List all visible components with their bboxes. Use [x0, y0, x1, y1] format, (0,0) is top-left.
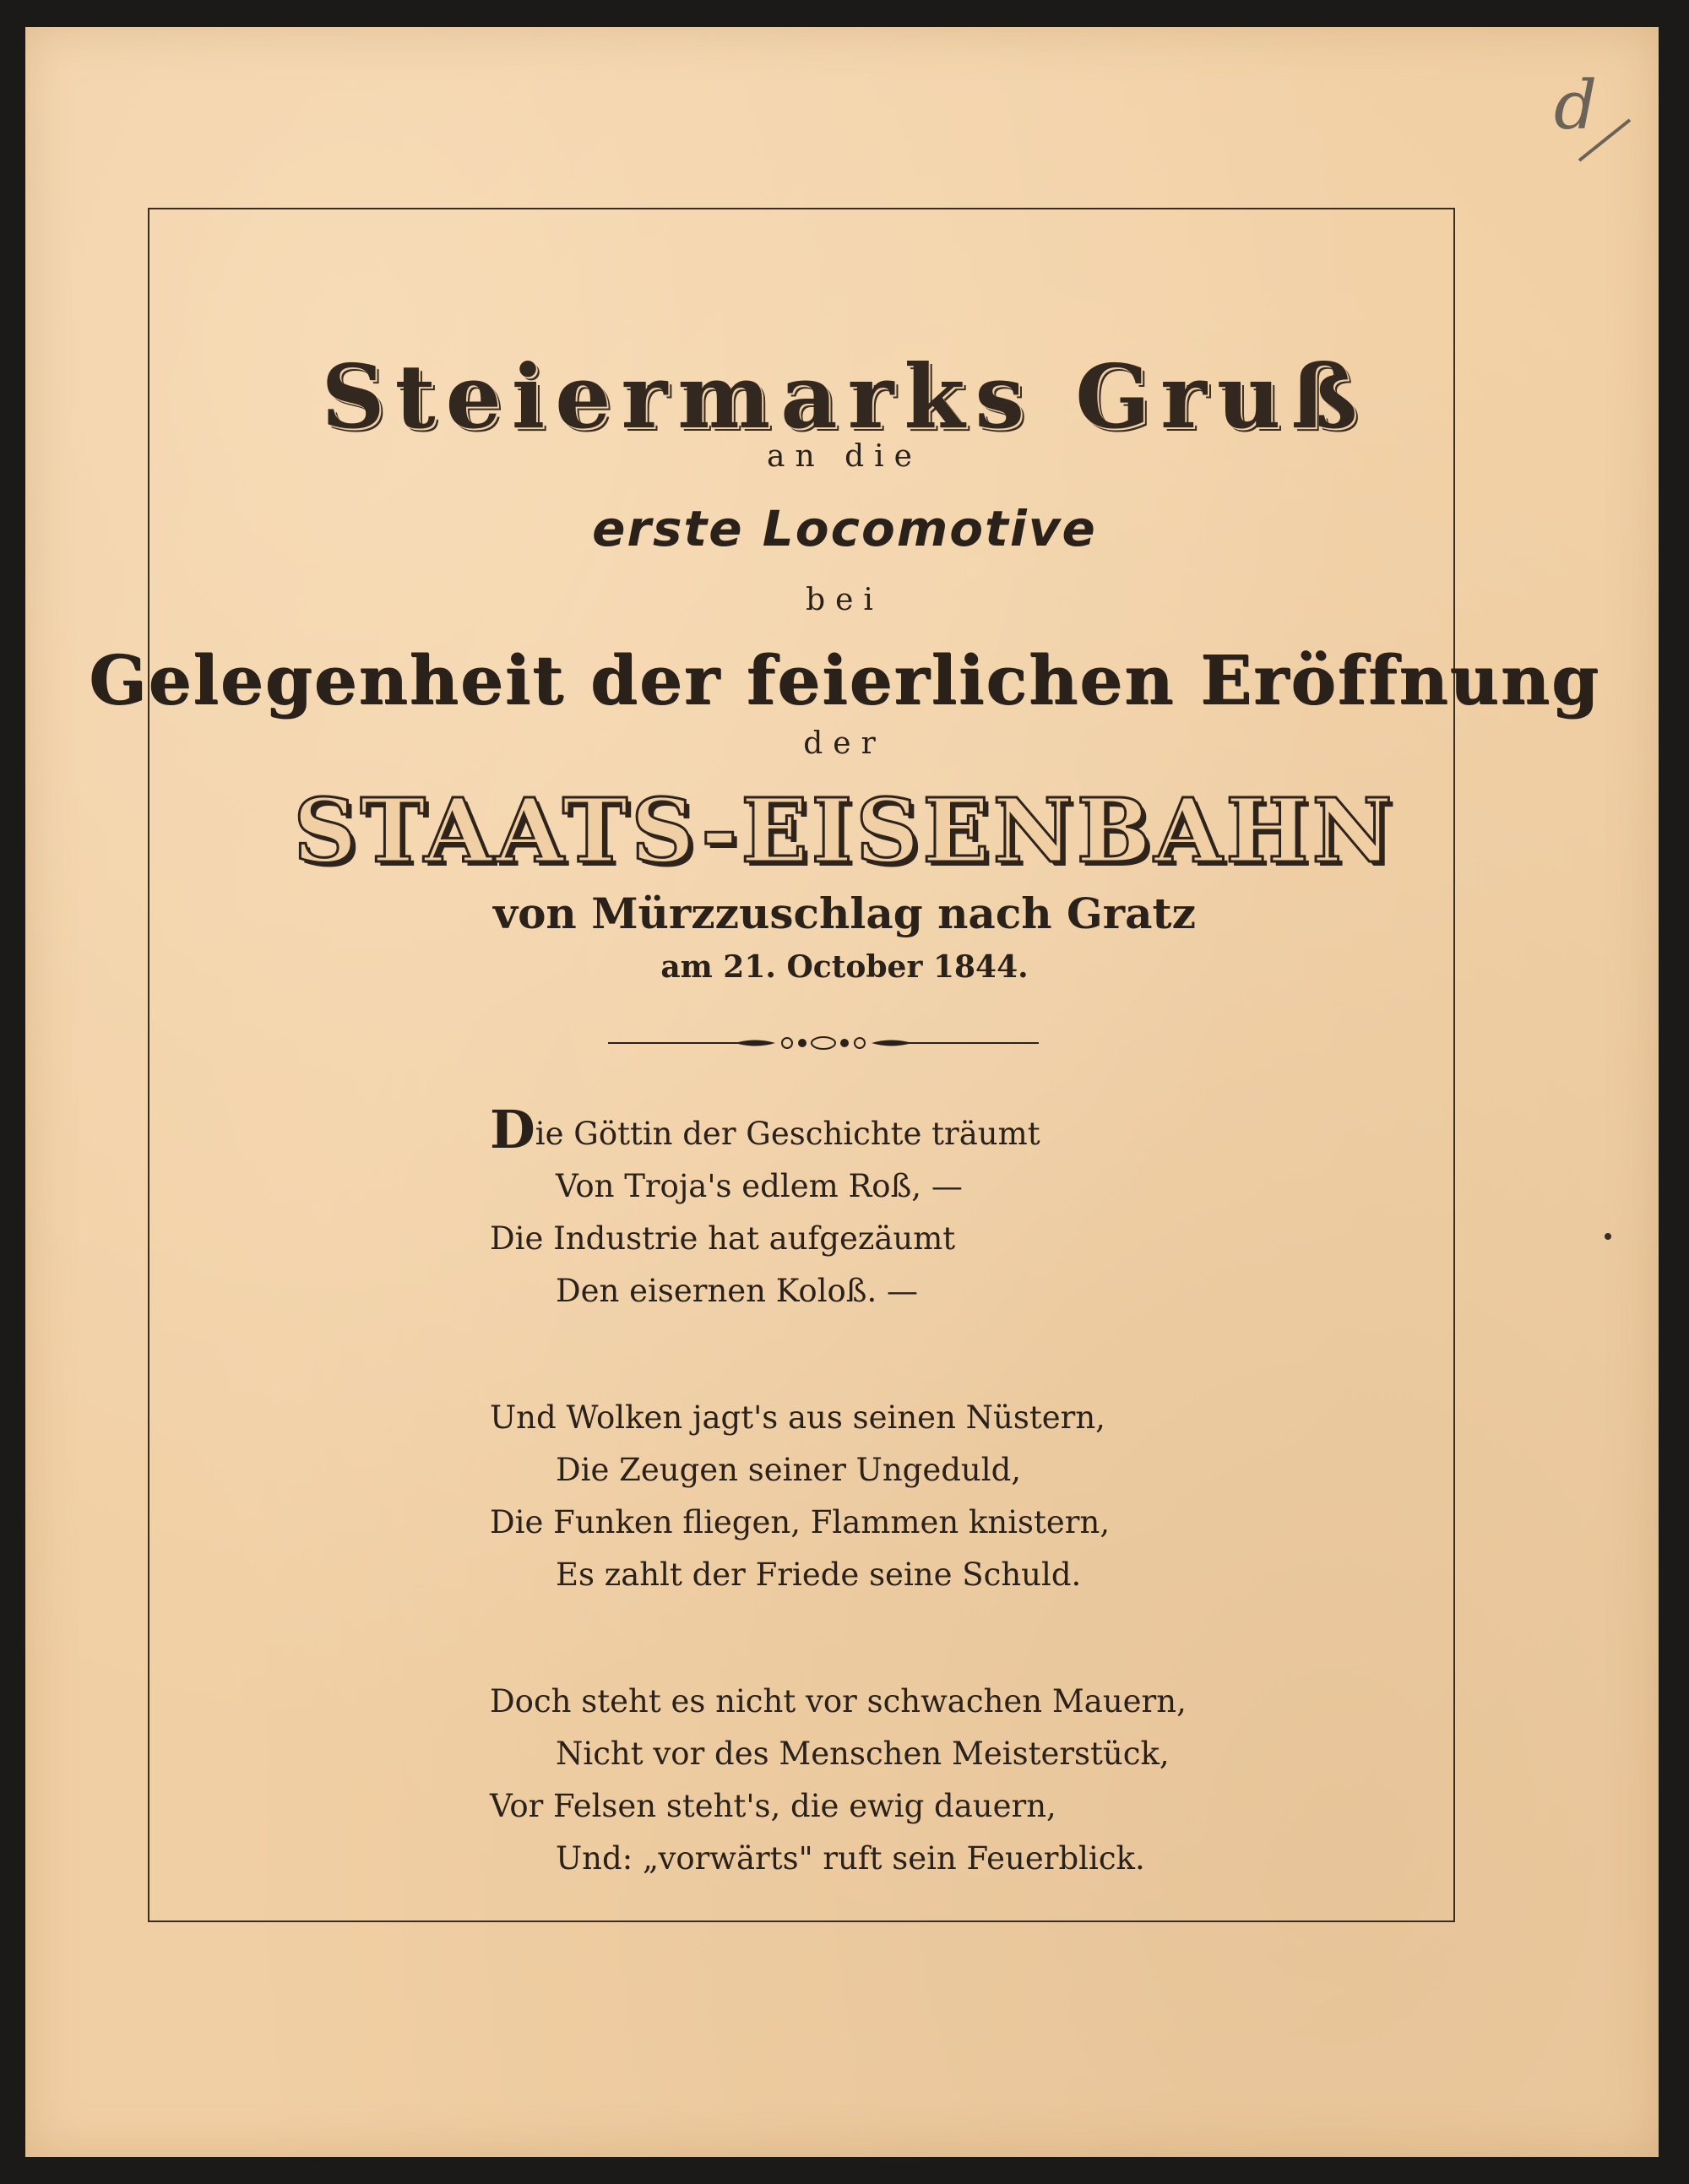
paper-speck: [1605, 1233, 1611, 1240]
poem-line: Es zahlt der Friede seine Schuld.: [556, 1557, 1082, 1593]
subtitle-an-die: an die: [767, 439, 922, 474]
occasion-heading: Gelegenheit der feierlichen Eröffnung: [89, 640, 1600, 720]
poem-line: Und Wolken jagt's aus seinen Nüstern,: [490, 1399, 1105, 1436]
poem-stanza-3: [490, 1676, 1419, 1885]
date-line: am 21. October 1844.: [660, 949, 1029, 985]
subtitle-bei: bei: [806, 583, 883, 617]
ornament-divider: [608, 1032, 1039, 1054]
poem-stanza-1: [490, 1099, 1419, 1317]
poem-stanza-2: [490, 1392, 1419, 1601]
poem-line: Vor Felsen steht's, die ewig dauern,: [490, 1788, 1056, 1824]
poem-line: Die Funken fliegen, Flammen knistern,: [490, 1504, 1111, 1540]
pencil-annotation-letter: d: [1554, 66, 1598, 144]
pencil-annotation: [1537, 52, 1638, 171]
route-line: von Mürzzuschlag nach Gratz: [493, 888, 1196, 938]
poem-dropcap: D: [490, 1099, 535, 1160]
poem-line: Und: „vorwärts" ruft sein Feuerblick.: [556, 1840, 1145, 1877]
subtitle-locomotive: erste Locomotive: [592, 500, 1097, 557]
poem-line-text: ie Göttin der Geschichte träumt: [535, 1116, 1040, 1152]
poem-line: Von Troja's edlem Roß, —: [556, 1168, 963, 1204]
poem-line: Den eisernen Koloß. —: [556, 1273, 919, 1309]
poem: [490, 1099, 1419, 1959]
poem-line: Die Zeugen seiner Ungeduld,: [556, 1452, 1022, 1488]
subtitle-der: der: [803, 726, 886, 761]
poem-line: Die Industrie hat aufgezäumt: [490, 1220, 956, 1257]
poem-line: Nicht vor des Menschen Meisterstück,: [556, 1736, 1170, 1772]
page-title: Steiermarks Gruß: [321, 345, 1368, 448]
railway-heading: STAATS-EISENBAHN: [293, 779, 1396, 883]
poem-line: Doch steht es nicht vor schwachen Mauern,: [490, 1683, 1187, 1719]
poem-line: [490, 1099, 1419, 1160]
